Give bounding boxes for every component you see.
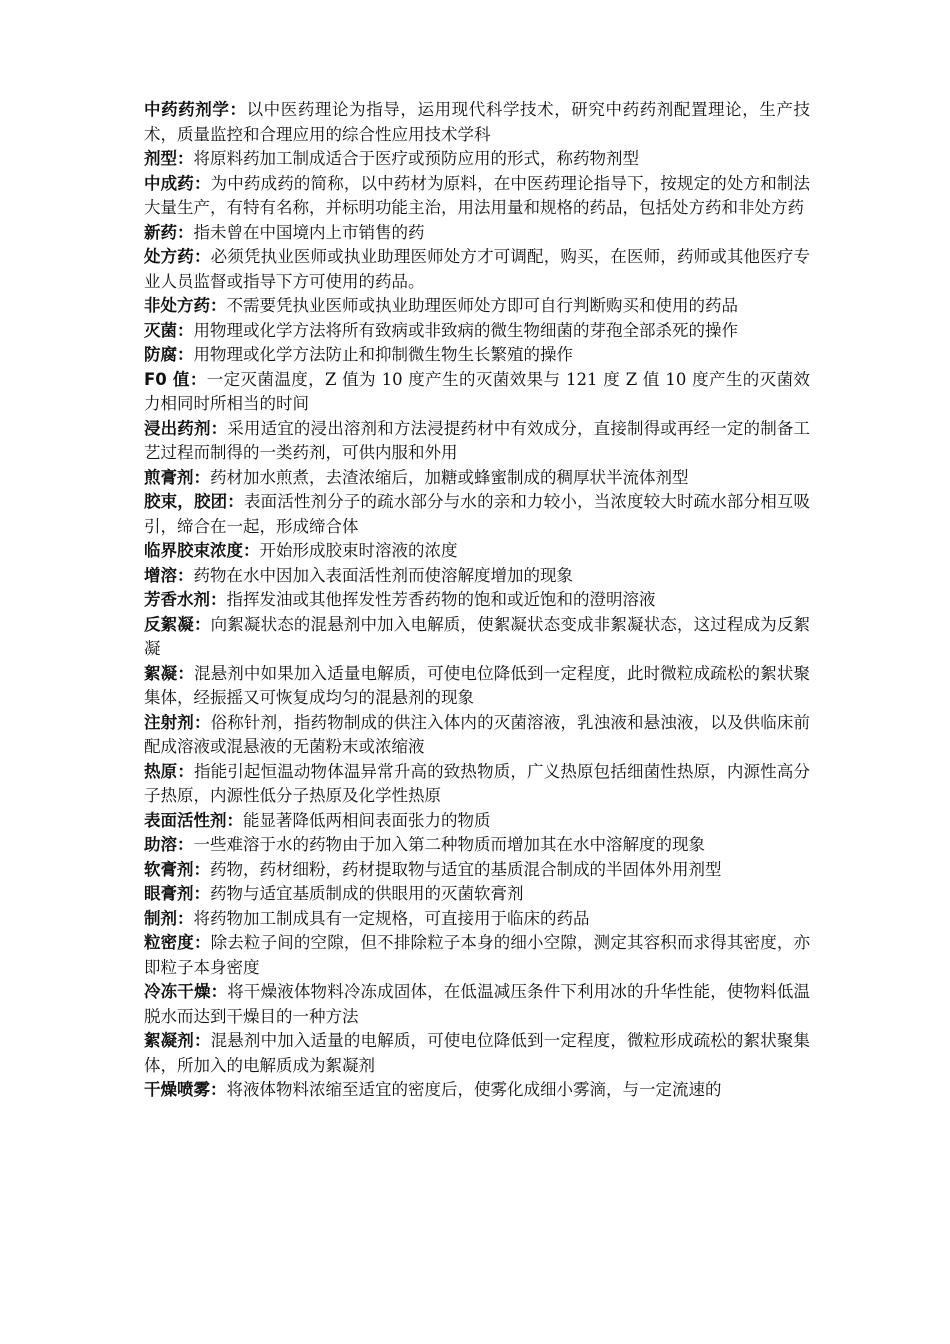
- term-colon: ：: [177, 835, 194, 854]
- glossary-definition: 用物理或化学方法防止和抑制微生物生长繁殖的操作: [193, 345, 573, 364]
- document-body: [144, 98, 810, 1103]
- glossary-entry: [144, 319, 810, 344]
- term-colon: ：: [193, 933, 211, 952]
- glossary-entry: [144, 368, 810, 417]
- glossary-entry: [144, 1029, 810, 1078]
- glossary-term: F0 值: [144, 369, 190, 389]
- term-colon: ：: [229, 100, 247, 119]
- term-colon: ：: [210, 590, 227, 609]
- glossary-term: 粒密度: [144, 933, 194, 952]
- glossary-entry: [144, 613, 810, 662]
- glossary-term: 新药: [144, 222, 177, 242]
- glossary-entry: [144, 907, 810, 932]
- glossary-entry: [144, 98, 810, 147]
- term-colon: ：: [210, 296, 227, 315]
- glossary-entry: [144, 221, 810, 246]
- glossary-definition: 为中药成药的简称，以中药材为原料，在中医药理论指导下，按规定的处方和制法大量生产，有特有名称，并标明功能主治，用法用量和规格的药品，包括处方药和非处方药: [144, 173, 811, 217]
- glossary-entry: [144, 809, 810, 834]
- glossary-term: 制剂: [144, 908, 177, 928]
- glossary-term: 干燥喷雾: [144, 1080, 210, 1099]
- glossary-definition: 药物与适宜基质制成的供眼用的灭菌软膏剂: [210, 884, 524, 903]
- term-colon: ：: [227, 492, 244, 511]
- term-colon: ：: [177, 320, 194, 340]
- glossary-entry: [144, 490, 810, 539]
- glossary-definition: 表面活性剂分子的疏水部分与水的亲和力较小，当浓度较大时疏水部分相互吸引，缔合在一起，形成缔合体: [144, 492, 811, 536]
- glossary-definition: 一些难溶于水的药物由于加入第二种物质而增加其在水中溶解度的现象: [193, 835, 705, 854]
- glossary-entry: [144, 662, 810, 711]
- glossary-term: 表面活性剂: [144, 810, 227, 830]
- glossary-term: 防腐: [144, 345, 177, 364]
- term-colon: ：: [177, 222, 194, 242]
- term-colon: ：: [193, 247, 211, 266]
- glossary-term: 临界胶束浓度: [144, 541, 243, 560]
- glossary-definition: 将药物加工制成具有一定规格，可直接用于临床的药品: [193, 908, 590, 928]
- glossary-term: 中药药剂学: [144, 100, 230, 119]
- glossary-definition: 药物，药材细粉，药材提取物与适宜的基质混合制成的半固体外用剂型: [210, 859, 722, 879]
- glossary-term: 眼膏剂: [144, 884, 194, 903]
- glossary-definition: 一定灭菌温度，Z 值为 10 度产生的灭菌效果与 121 度 Z 值 10 度产生的灭菌效力相同时所相当的时间: [144, 369, 810, 413]
- glossary-term: 絮凝: [144, 663, 178, 683]
- glossary-term: 芳香水剂: [144, 590, 210, 609]
- glossary-entry: [144, 833, 810, 858]
- glossary-definition: 药物在水中因加入表面活性剂而使溶解度增加的现象: [193, 565, 573, 585]
- glossary-term: 剂型: [144, 149, 177, 168]
- term-colon: ：: [226, 810, 243, 830]
- term-colon: ：: [210, 418, 228, 438]
- glossary-term: 处方药: [144, 247, 194, 266]
- glossary-term: 絮凝剂: [144, 1031, 194, 1050]
- glossary-definition: 向絮凝状态的混悬剂中加入电解质，使絮凝状态变成非絮凝状态，这过程成为反絮凝: [144, 614, 811, 658]
- glossary-term: 非处方药: [144, 296, 210, 315]
- glossary-entry: [144, 760, 810, 809]
- term-colon: ：: [177, 663, 194, 683]
- term-colon: ：: [193, 712, 211, 732]
- glossary-entry: [144, 417, 810, 466]
- glossary-definition: 混悬剂中如果加入适量电解质，可使电位降低到一定程度，此时微粒成疏松的絮状聚集体，经振摇又可恢复成均匀的混悬剂的现象: [144, 663, 811, 707]
- glossary-term: 浸出药剂: [144, 418, 211, 438]
- glossary-entry: [144, 466, 810, 491]
- term-colon: ：: [193, 614, 211, 634]
- glossary-definition: 用物理或化学方法将所有致病或非致病的微生物细菌的芽孢全部杀死的操作: [193, 320, 738, 340]
- glossary-definition: 药材加水煎煮，去渣浓缩后，加糖或蜂蜜制成的稠厚状半流体剂型: [210, 467, 689, 487]
- glossary-entry: [144, 858, 810, 883]
- term-colon: ：: [210, 1080, 227, 1099]
- glossary-definition: 将原料药加工制成适合于医疗或预防应用的形式，称药物剂型: [193, 149, 639, 168]
- glossary-entry: [144, 980, 810, 1029]
- term-colon: ：: [177, 908, 194, 928]
- glossary-entry: [144, 588, 810, 613]
- glossary-definition: 必须凭执业医师或执业助理医师处方才可调配，购买，在医师，药师或其他医疗专业人员监督或指导下方可使用的药品。: [144, 247, 811, 291]
- glossary-term: 助溶: [144, 835, 177, 854]
- glossary-definition: 开始形成胶束时溶液的浓度: [259, 541, 458, 560]
- glossary-term: 胶束，胶团: [144, 492, 228, 511]
- glossary-entry: [144, 147, 810, 172]
- term-colon: ：: [177, 565, 194, 585]
- term-colon: ：: [189, 369, 207, 389]
- glossary-term: 灭菌: [144, 320, 177, 340]
- glossary-entry: [144, 245, 810, 294]
- glossary-entry: [144, 564, 810, 589]
- term-colon: ：: [193, 173, 211, 193]
- glossary-term: 中成药: [144, 173, 194, 193]
- glossary-term: 反絮凝: [144, 614, 194, 634]
- glossary-definition: 指未曾在中国境内上市销售的药: [193, 222, 425, 242]
- glossary-entry: [144, 882, 810, 907]
- term-colon: ：: [177, 149, 194, 168]
- glossary-entry: [144, 172, 810, 221]
- glossary-definition: 俗称针剂，指药物制成的供注入体内的灭菌溶液，乳浊液和悬浊液，以及供临床前配成溶液或混悬液的无菌粉末或浓缩液: [144, 712, 811, 756]
- glossary-definition: 能显著降低两相间表面张力的物质: [243, 810, 491, 830]
- term-colon: ：: [210, 982, 228, 1001]
- glossary-definition: 指能引起恒温动物体温异常升高的致热物质，广义热原包括细菌性热原，内源性高分子热原，内源性低分子热原及化学性热原: [144, 761, 811, 805]
- glossary-entry: [144, 294, 810, 319]
- glossary-term: 煎膏剂: [144, 467, 194, 487]
- term-colon: ：: [243, 541, 260, 560]
- glossary-definition: 以中医药理论为指导，运用现代科学技术，研究中药药剂配置理论，生产技术，质量监控和合理应用的综合性应用技术学科: [144, 100, 811, 144]
- glossary-entry: [144, 1078, 810, 1103]
- term-colon: ：: [193, 1031, 211, 1050]
- glossary-definition: 不需要凭执业医师或执业助理医师处方即可自行判断购买和使用的药品: [226, 296, 738, 315]
- glossary-definition: 将液体物料浓缩至适宜的密度后，使雾化成细小雾滴，与一定流速的: [226, 1080, 722, 1099]
- glossary-definition: 混悬剂中加入适量的电解质，可使电位降低到一定程度，微粒形成疏松的絮状聚集体，所加入的电解质成为絮凝剂: [144, 1031, 811, 1075]
- glossary-term: 增溶: [144, 565, 177, 585]
- glossary-term: 热原: [144, 761, 178, 781]
- glossary-entry: [144, 931, 810, 980]
- term-colon: ：: [193, 859, 210, 879]
- glossary-definition: 指挥发油或其他挥发性芳香药物的饱和或近饱和的澄明溶液: [226, 590, 656, 609]
- glossary-term: 冷冻干燥: [144, 982, 211, 1001]
- glossary-entry: [144, 711, 810, 760]
- glossary-definition: 采用适宜的浸出溶剂和方法浸提药材中有效成分，直接制得或再经一定的制备工艺过程而制得的一类药剂，可供内服和外用: [144, 418, 811, 462]
- term-colon: ：: [193, 467, 210, 487]
- glossary-term: 软膏剂: [144, 859, 194, 879]
- glossary-definition: 除去粒子间的空隙，但不排除粒子本身的细小空隙，测定其容积而求得其密度，亦即粒子本身密度: [144, 933, 811, 977]
- glossary-entry: [144, 539, 810, 564]
- term-colon: ：: [177, 761, 194, 781]
- glossary-entry: [144, 343, 810, 368]
- glossary-definition: 将干燥液体物料冷冻成固体，在低温减压条件下利用冰的升华性能，使物料低温脱水而达到干燥目的一种方法: [144, 982, 811, 1026]
- term-colon: ：: [193, 884, 210, 903]
- glossary-term: 注射剂: [144, 712, 194, 732]
- term-colon: ：: [177, 345, 194, 364]
